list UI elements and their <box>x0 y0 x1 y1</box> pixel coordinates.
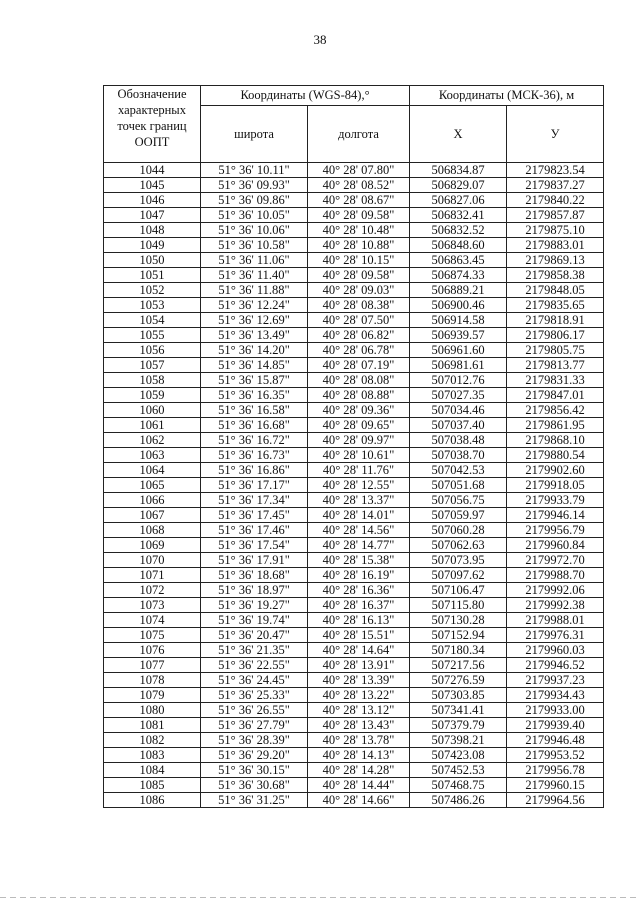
table-row <box>104 238 604 253</box>
latitude-cell: 51° 36' 10.06" <box>201 223 308 238</box>
page-number: 38 <box>313 32 327 47</box>
longitude-cell: 40° 28' 14.44" <box>308 778 410 793</box>
longitude-cell: 40° 28' 08.88" <box>308 388 410 403</box>
latitude-cell: 51° 36' 09.86" <box>201 193 308 208</box>
longitude-cell: 40° 28' 10.15" <box>308 253 410 268</box>
longitude-cell: 40° 28' 14.13" <box>308 748 410 763</box>
point-code-header: Обозначение характерных точек границ ООПТ <box>104 86 201 163</box>
y-coordinate-cell: 2179869.13 <box>507 253 604 268</box>
y-coordinate-cell: 2179902.60 <box>507 463 604 478</box>
y-coordinate-cell: 2179837.27 <box>507 178 604 193</box>
latitude-cell: 51° 36' 21.35" <box>201 643 308 658</box>
table-row <box>104 268 604 283</box>
table-row <box>104 493 604 508</box>
point-id-cell: 1062 <box>104 433 201 448</box>
latitude-cell: 51° 36' 13.49" <box>201 328 308 343</box>
coordinates-table <box>103 85 604 808</box>
latitude-cell: 51° 36' 11.06" <box>201 253 308 268</box>
longitude-cell: 40° 28' 14.64" <box>308 643 410 658</box>
y-coordinate-cell: 2179953.52 <box>507 748 604 763</box>
y-coordinate-cell: 2179976.31 <box>507 628 604 643</box>
longitude-cell: 40° 28' 13.12" <box>308 703 410 718</box>
latitude-cell: 51° 36' 22.55" <box>201 658 308 673</box>
x-coordinate-cell: 507073.95 <box>410 553 507 568</box>
y-coordinate-cell: 2179933.79 <box>507 493 604 508</box>
latitude-cell: 51° 36' 19.74" <box>201 613 308 628</box>
x-coordinate-cell: 507060.28 <box>410 523 507 538</box>
x-coordinate-cell: 507341.41 <box>410 703 507 718</box>
table-row <box>104 298 604 313</box>
table-row <box>104 598 604 613</box>
y-coordinate-cell: 2179848.05 <box>507 283 604 298</box>
x-coordinate-cell: 507152.94 <box>410 628 507 643</box>
table-row <box>104 658 604 673</box>
y-coordinate-cell: 2179960.15 <box>507 778 604 793</box>
longitude-cell: 40° 28' 10.48" <box>308 223 410 238</box>
y-coordinate-cell: 2179835.65 <box>507 298 604 313</box>
longitude-cell: 40° 28' 09.65" <box>308 418 410 433</box>
y-coordinate-cell: 2179988.70 <box>507 568 604 583</box>
longitude-cell: 40° 28' 09.36" <box>308 403 410 418</box>
longitude-cell: 40° 28' 13.91" <box>308 658 410 673</box>
y-coordinate-cell: 2179831.33 <box>507 373 604 388</box>
y-coordinate-cell: 2179847.01 <box>507 388 604 403</box>
table-row <box>104 568 604 583</box>
point-id-cell: 1077 <box>104 658 201 673</box>
longitude-cell: 40° 28' 16.13" <box>308 613 410 628</box>
x-coordinate-cell: 507027.35 <box>410 388 507 403</box>
longitude-cell: 40° 28' 14.56" <box>308 523 410 538</box>
longitude-cell: 40° 28' 08.38" <box>308 298 410 313</box>
y-coordinate-cell: 2179868.10 <box>507 433 604 448</box>
longitude-cell: 40° 28' 07.80" <box>308 163 410 178</box>
x-coordinate-cell: 507379.79 <box>410 718 507 733</box>
latitude-header: широта <box>201 106 308 163</box>
point-id-cell: 1079 <box>104 688 201 703</box>
longitude-cell: 40° 28' 15.51" <box>308 628 410 643</box>
y-coordinate-cell: 2179823.54 <box>507 163 604 178</box>
longitude-cell: 40° 28' 15.38" <box>308 553 410 568</box>
y-coordinate-cell: 2179857.87 <box>507 208 604 223</box>
y-coordinate-cell: 2179813.77 <box>507 358 604 373</box>
latitude-cell: 51° 36' 17.91" <box>201 553 308 568</box>
table-row <box>104 253 604 268</box>
point-id-cell: 1057 <box>104 358 201 373</box>
x-coordinate-cell: 507468.75 <box>410 778 507 793</box>
x-coordinate-cell: 506981.61 <box>410 358 507 373</box>
table-row <box>104 688 604 703</box>
point-id-cell: 1081 <box>104 718 201 733</box>
longitude-cell: 40° 28' 13.22" <box>308 688 410 703</box>
latitude-cell: 51° 36' 27.79" <box>201 718 308 733</box>
longitude-cell: 40° 28' 13.39" <box>308 673 410 688</box>
table-row <box>104 553 604 568</box>
point-id-cell: 1082 <box>104 733 201 748</box>
point-id-cell: 1085 <box>104 778 201 793</box>
x-coordinate-cell: 506914.58 <box>410 313 507 328</box>
x-coordinate-cell: 507051.68 <box>410 478 507 493</box>
table-row <box>104 628 604 643</box>
point-id-cell: 1076 <box>104 643 201 658</box>
table-row <box>104 583 604 598</box>
latitude-cell: 51° 36' 11.88" <box>201 283 308 298</box>
longitude-cell: 40° 28' 07.19" <box>308 358 410 373</box>
table-row <box>104 343 604 358</box>
y-coordinate-cell: 2179988.01 <box>507 613 604 628</box>
latitude-cell: 51° 36' 19.27" <box>201 598 308 613</box>
latitude-cell: 51° 36' 16.58" <box>201 403 308 418</box>
point-id-cell: 1055 <box>104 328 201 343</box>
latitude-cell: 51° 36' 17.46" <box>201 523 308 538</box>
y-coordinate-cell: 2179818.91 <box>507 313 604 328</box>
point-id-cell: 1078 <box>104 673 201 688</box>
point-id-cell: 1086 <box>104 793 201 808</box>
point-id-cell: 1075 <box>104 628 201 643</box>
x-coordinate-cell: 507423.08 <box>410 748 507 763</box>
latitude-cell: 51° 36' 10.58" <box>201 238 308 253</box>
latitude-cell: 51° 36' 30.68" <box>201 778 308 793</box>
longitude-cell: 40° 28' 08.67" <box>308 193 410 208</box>
table-row <box>104 793 604 808</box>
y-coordinate-cell: 2179964.56 <box>507 793 604 808</box>
table-row <box>104 373 604 388</box>
x-coordinate-cell: 506832.52 <box>410 223 507 238</box>
x-coordinate-cell: 507056.75 <box>410 493 507 508</box>
point-id-cell: 1059 <box>104 388 201 403</box>
y-coordinate-cell: 2179992.38 <box>507 598 604 613</box>
x-coordinate-cell: 507106.47 <box>410 583 507 598</box>
y-coordinate-cell: 2179840.22 <box>507 193 604 208</box>
point-id-cell: 1044 <box>104 163 201 178</box>
longitude-cell: 40° 28' 14.01" <box>308 508 410 523</box>
table-row <box>104 208 604 223</box>
table-row <box>104 313 604 328</box>
y-coordinate-cell: 2179972.70 <box>507 553 604 568</box>
latitude-cell: 51° 36' 28.39" <box>201 733 308 748</box>
latitude-cell: 51° 36' 11.40" <box>201 268 308 283</box>
point-id-cell: 1071 <box>104 568 201 583</box>
x-coordinate-cell: 506863.45 <box>410 253 507 268</box>
longitude-cell: 40° 28' 09.97" <box>308 433 410 448</box>
longitude-cell: 40° 28' 07.50" <box>308 313 410 328</box>
point-id-cell: 1072 <box>104 583 201 598</box>
point-id-cell: 1045 <box>104 178 201 193</box>
table-row <box>104 778 604 793</box>
table-row <box>104 178 604 193</box>
table-row <box>104 673 604 688</box>
y-coordinate-cell: 2179861.95 <box>507 418 604 433</box>
point-id-cell: 1073 <box>104 598 201 613</box>
longitude-cell: 40° 28' 11.76" <box>308 463 410 478</box>
longitude-cell: 40° 28' 08.08" <box>308 373 410 388</box>
msk-group-header: Координаты (МСК-36), м <box>410 86 604 106</box>
table-row <box>104 283 604 298</box>
latitude-cell: 51° 36' 12.24" <box>201 298 308 313</box>
x-coordinate-cell: 507115.80 <box>410 598 507 613</box>
point-id-cell: 1080 <box>104 703 201 718</box>
x-coordinate-cell: 507038.48 <box>410 433 507 448</box>
y-coordinate-cell: 2179939.40 <box>507 718 604 733</box>
point-id-cell: 1065 <box>104 478 201 493</box>
point-id-cell: 1056 <box>104 343 201 358</box>
table-body <box>104 163 604 808</box>
point-id-cell: 1048 <box>104 223 201 238</box>
point-id-cell: 1074 <box>104 613 201 628</box>
point-id-cell: 1070 <box>104 553 201 568</box>
longitude-cell: 40° 28' 16.36" <box>308 583 410 598</box>
x-coordinate-cell: 506832.41 <box>410 208 507 223</box>
table-row <box>104 613 604 628</box>
y-coordinate-cell: 2179933.00 <box>507 703 604 718</box>
point-id-cell: 1066 <box>104 493 201 508</box>
longitude-cell: 40° 28' 16.37" <box>308 598 410 613</box>
point-id-cell: 1060 <box>104 403 201 418</box>
point-id-cell: 1084 <box>104 763 201 778</box>
latitude-cell: 51° 36' 14.20" <box>201 343 308 358</box>
longitude-cell: 40° 28' 06.78" <box>308 343 410 358</box>
page-bottom-rule <box>0 897 640 898</box>
y-coordinate-cell: 2179934.43 <box>507 688 604 703</box>
x-coordinate-cell: 507276.59 <box>410 673 507 688</box>
latitude-cell: 51° 36' 31.25" <box>201 793 308 808</box>
y-coordinate-cell: 2179956.79 <box>507 523 604 538</box>
longitude-cell: 40° 28' 09.03" <box>308 283 410 298</box>
x-coordinate-cell: 506900.46 <box>410 298 507 313</box>
y-coordinate-cell: 2179858.38 <box>507 268 604 283</box>
latitude-cell: 51° 36' 20.47" <box>201 628 308 643</box>
table-row <box>104 733 604 748</box>
longitude-cell: 40° 28' 09.58" <box>308 208 410 223</box>
table-row <box>104 418 604 433</box>
longitude-cell: 40° 28' 14.77" <box>308 538 410 553</box>
longitude-cell: 40° 28' 14.66" <box>308 793 410 808</box>
longitude-cell: 40° 28' 09.58" <box>308 268 410 283</box>
latitude-cell: 51° 36' 12.69" <box>201 313 308 328</box>
x-coordinate-cell: 507452.53 <box>410 763 507 778</box>
y-coordinate-cell: 2179806.17 <box>507 328 604 343</box>
latitude-cell: 51° 36' 18.97" <box>201 583 308 598</box>
x-coordinate-cell: 507037.40 <box>410 418 507 433</box>
table-row <box>104 328 604 343</box>
y-coordinate-cell: 2179918.05 <box>507 478 604 493</box>
x-coordinate-cell: 506939.57 <box>410 328 507 343</box>
point-id-cell: 1064 <box>104 463 201 478</box>
latitude-cell: 51° 36' 16.73" <box>201 448 308 463</box>
latitude-cell: 51° 36' 25.33" <box>201 688 308 703</box>
latitude-cell: 51° 36' 17.34" <box>201 493 308 508</box>
y-coordinate-cell: 2179883.01 <box>507 238 604 253</box>
y-coordinate-cell: 2179946.14 <box>507 508 604 523</box>
point-id-cell: 1053 <box>104 298 201 313</box>
y-coordinate-cell: 2179960.84 <box>507 538 604 553</box>
y-coordinate-cell: 2179946.52 <box>507 658 604 673</box>
point-id-cell: 1050 <box>104 253 201 268</box>
table-row <box>104 523 604 538</box>
latitude-cell: 51° 36' 17.45" <box>201 508 308 523</box>
x-coordinate-cell: 506961.60 <box>410 343 507 358</box>
x-coordinate-cell: 506827.06 <box>410 193 507 208</box>
longitude-header: долгота <box>308 106 410 163</box>
table-row <box>104 508 604 523</box>
x-coordinate-cell: 507217.56 <box>410 658 507 673</box>
x-coordinate-cell: 506829.07 <box>410 178 507 193</box>
x-coordinate-cell: 507097.62 <box>410 568 507 583</box>
latitude-cell: 51° 36' 09.93" <box>201 178 308 193</box>
y-coordinate-cell: 2179937.23 <box>507 673 604 688</box>
x-coordinate-cell: 507038.70 <box>410 448 507 463</box>
table-row <box>104 163 604 178</box>
longitude-cell: 40° 28' 16.19" <box>308 568 410 583</box>
x-coordinate-cell: 506874.33 <box>410 268 507 283</box>
x-coordinate-cell: 506889.21 <box>410 283 507 298</box>
latitude-cell: 51° 36' 16.35" <box>201 388 308 403</box>
y-coordinate-cell: 2179946.48 <box>507 733 604 748</box>
point-id-cell: 1047 <box>104 208 201 223</box>
longitude-cell: 40° 28' 10.88" <box>308 238 410 253</box>
table-row <box>104 478 604 493</box>
point-id-cell: 1049 <box>104 238 201 253</box>
point-id-cell: 1046 <box>104 193 201 208</box>
y-coordinate-cell: 2179805.75 <box>507 343 604 358</box>
x-coordinate-cell: 507062.63 <box>410 538 507 553</box>
y-header: У <box>507 106 604 163</box>
table-row <box>104 388 604 403</box>
longitude-cell: 40° 28' 08.52" <box>308 178 410 193</box>
point-id-cell: 1067 <box>104 508 201 523</box>
longitude-cell: 40° 28' 13.37" <box>308 493 410 508</box>
point-id-cell: 1058 <box>104 373 201 388</box>
longitude-cell: 40° 28' 06.82" <box>308 328 410 343</box>
x-coordinate-cell: 507130.28 <box>410 613 507 628</box>
y-coordinate-cell: 2179856.42 <box>507 403 604 418</box>
wgs-group-header: Координаты (WGS-84),° <box>201 86 410 106</box>
latitude-cell: 51° 36' 29.20" <box>201 748 308 763</box>
y-coordinate-cell: 2179960.03 <box>507 643 604 658</box>
latitude-cell: 51° 36' 26.55" <box>201 703 308 718</box>
table-row <box>104 538 604 553</box>
table-row <box>104 763 604 778</box>
x-coordinate-cell: 507486.26 <box>410 793 507 808</box>
x-coordinate-cell: 507303.85 <box>410 688 507 703</box>
y-coordinate-cell: 2179875.10 <box>507 223 604 238</box>
x-coordinate-cell: 506834.87 <box>410 163 507 178</box>
table-row <box>104 748 604 763</box>
table-row <box>104 358 604 373</box>
x-coordinate-cell: 506848.60 <box>410 238 507 253</box>
longitude-cell: 40° 28' 14.28" <box>308 763 410 778</box>
x-coordinate-cell: 507034.46 <box>410 403 507 418</box>
y-coordinate-cell: 2179992.06 <box>507 583 604 598</box>
table-row <box>104 223 604 238</box>
latitude-cell: 51° 36' 10.11" <box>201 163 308 178</box>
latitude-cell: 51° 36' 16.86" <box>201 463 308 478</box>
longitude-cell: 40° 28' 10.61" <box>308 448 410 463</box>
table-row <box>104 643 604 658</box>
x-coordinate-cell: 507180.34 <box>410 643 507 658</box>
latitude-cell: 51° 36' 17.17" <box>201 478 308 493</box>
x-coordinate-cell: 507398.21 <box>410 733 507 748</box>
latitude-cell: 51° 36' 10.05" <box>201 208 308 223</box>
table-row <box>104 193 604 208</box>
x-coordinate-cell: 507012.76 <box>410 373 507 388</box>
x-coordinate-cell: 507059.97 <box>410 508 507 523</box>
point-id-cell: 1069 <box>104 538 201 553</box>
latitude-cell: 51° 36' 30.15" <box>201 763 308 778</box>
latitude-cell: 51° 36' 17.54" <box>201 538 308 553</box>
y-coordinate-cell: 2179880.54 <box>507 448 604 463</box>
table-row <box>104 403 604 418</box>
point-id-cell: 1068 <box>104 523 201 538</box>
table-row <box>104 718 604 733</box>
table-row <box>104 448 604 463</box>
point-id-cell: 1054 <box>104 313 201 328</box>
latitude-cell: 51° 36' 14.85" <box>201 358 308 373</box>
x-header: X <box>410 106 507 163</box>
latitude-cell: 51° 36' 24.45" <box>201 673 308 688</box>
point-id-cell: 1063 <box>104 448 201 463</box>
latitude-cell: 51° 36' 15.87" <box>201 373 308 388</box>
latitude-cell: 51° 36' 18.68" <box>201 568 308 583</box>
point-id-cell: 1061 <box>104 418 201 433</box>
point-id-cell: 1051 <box>104 268 201 283</box>
longitude-cell: 40° 28' 13.43" <box>308 718 410 733</box>
table-row <box>104 703 604 718</box>
x-coordinate-cell: 507042.53 <box>410 463 507 478</box>
longitude-cell: 40° 28' 12.55" <box>308 478 410 493</box>
table-row <box>104 433 604 448</box>
latitude-cell: 51° 36' 16.68" <box>201 418 308 433</box>
table-row <box>104 463 604 478</box>
y-coordinate-cell: 2179956.78 <box>507 763 604 778</box>
longitude-cell: 40° 28' 13.78" <box>308 733 410 748</box>
latitude-cell: 51° 36' 16.72" <box>201 433 308 448</box>
point-id-cell: 1083 <box>104 748 201 763</box>
point-id-cell: 1052 <box>104 283 201 298</box>
